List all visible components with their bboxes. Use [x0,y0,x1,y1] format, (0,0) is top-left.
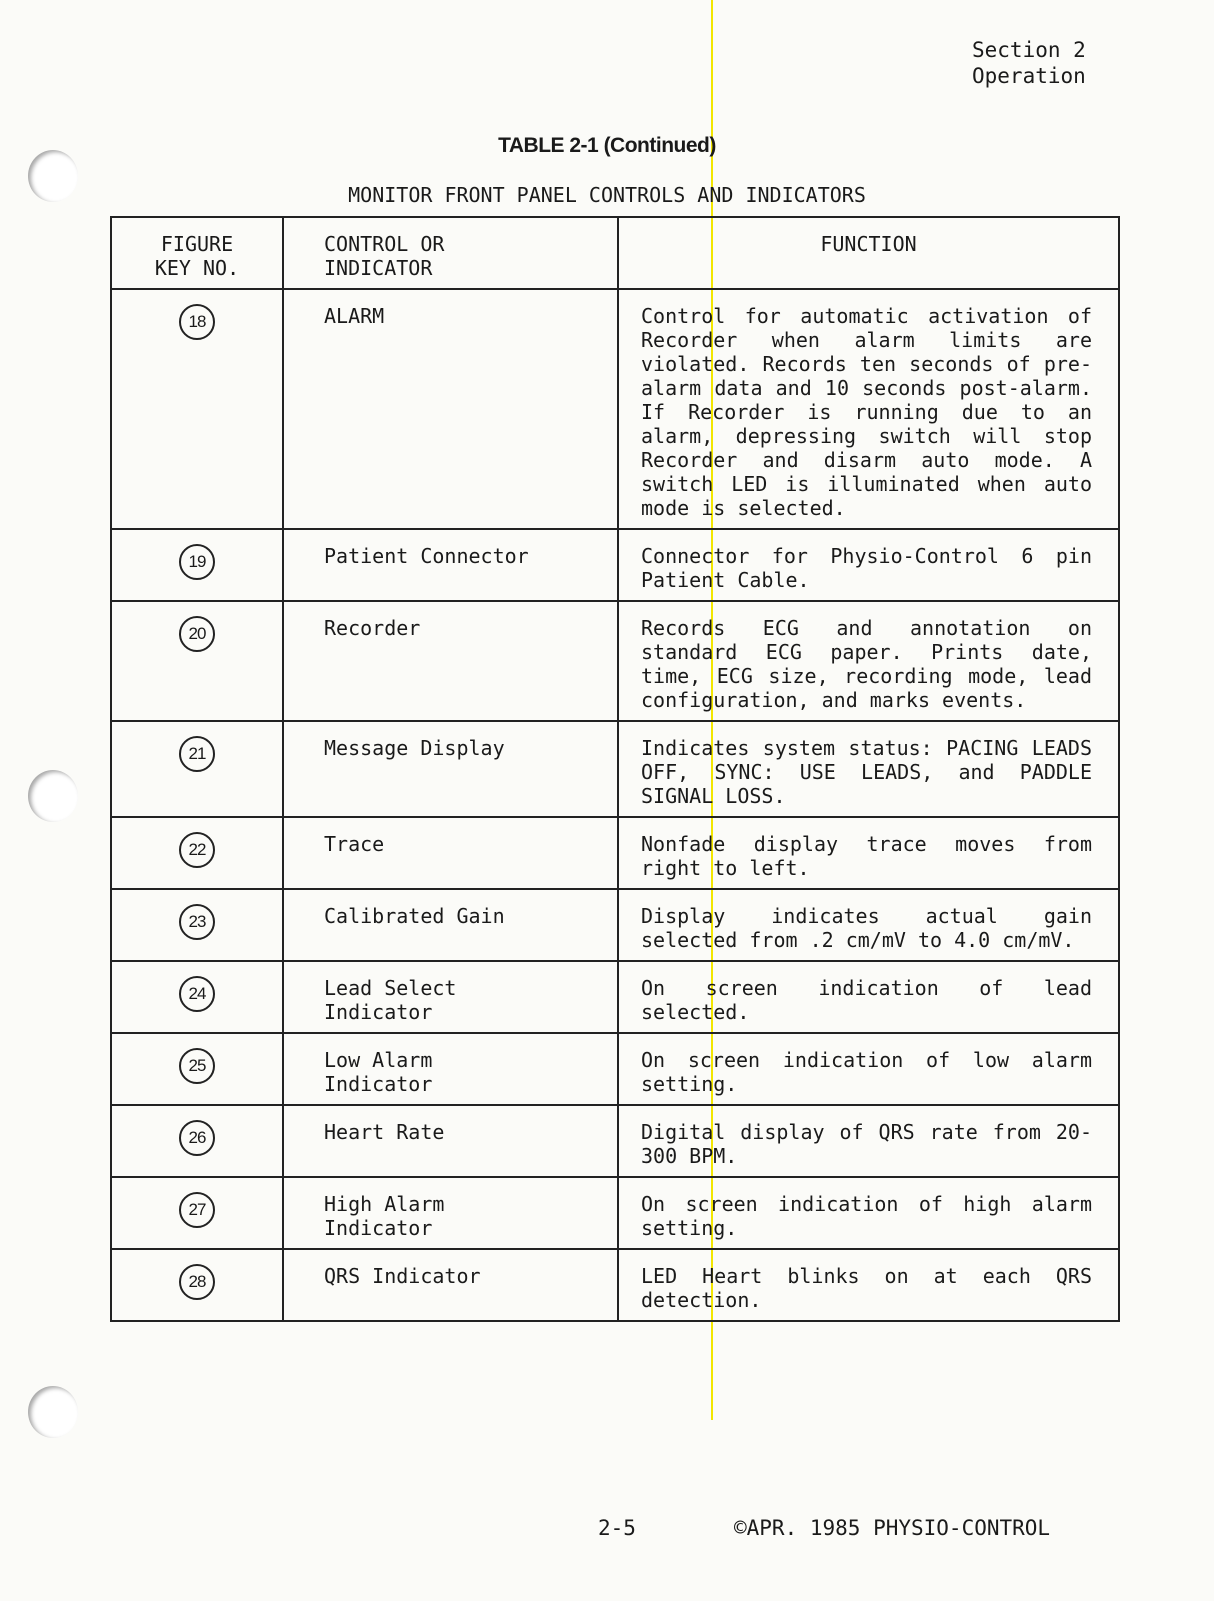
control-name: Heart Rate [283,1105,618,1177]
table-row [111,1105,1119,1177]
control-name: Patient Connector [283,529,618,601]
copyright: ©APR. 1985 PHYSIO-CONTROL [734,1516,1051,1540]
control-name: QRS Indicator [283,1249,618,1321]
controls-table [110,216,1120,1322]
function-description: Records ECG and annotation on standard ECG paper. Prints date, time, ECG size, recording mode, lead configuration, and marks events. [618,601,1119,721]
page-number: 2-5 [598,1516,636,1540]
figure-key-number: 22 [179,832,215,868]
section-header: Section 2 Operation [972,38,1086,88]
table-row [111,817,1119,889]
function-description: Control for automatic activation of Recorder when alarm limits are violated. Records ten seconds of pre-alarm data and 10 seconds post-alarm. If Recorder is running due to an alarm, depressing switch will stop Recorder and disarm auto mode. A switch LED is illuminated when auto mode is selected. [618,289,1119,529]
function-description: On screen indication of lead selected. [618,961,1119,1033]
table-row [111,1033,1119,1105]
figure-key-cell [111,289,283,529]
control-name: Recorder [283,601,618,721]
figure-key-cell [111,1249,283,1321]
column-header-key: FIGURE KEY NO. [111,217,283,289]
figure-key-number: 27 [179,1192,215,1228]
function-description: Digital display of QRS rate from 20-300 BPM. [618,1105,1119,1177]
figure-key-cell [111,1033,283,1105]
table-header-row [111,217,1119,289]
figure-key-cell [111,889,283,961]
control-name: ALARM [283,289,618,529]
function-description: Indicates system status: PACING LEADS OFF, SYNC: USE LEADS, and PADDLE SIGNAL LOSS. [618,721,1119,817]
table-subtitle: MONITOR FRONT PANEL CONTROLS AND INDICATORS [348,183,866,207]
figure-key-cell [111,961,283,1033]
figure-key-cell [111,817,283,889]
function-description: On screen indication of low alarm setting. [618,1033,1119,1105]
figure-key-number: 20 [179,616,215,652]
function-description: Nonfade display trace moves from right to left. [618,817,1119,889]
table-row [111,721,1119,817]
figure-key-number: 24 [179,976,215,1012]
table-row [111,289,1119,529]
figure-key-cell [111,529,283,601]
table-row [111,1249,1119,1321]
figure-key-number: 23 [179,904,215,940]
table-row [111,601,1119,721]
control-name: Low Alarm Indicator [283,1033,618,1105]
control-name: Trace [283,817,618,889]
control-name: High Alarm Indicator [283,1177,618,1249]
figure-key-number: 25 [179,1048,215,1084]
table-row [111,961,1119,1033]
figure-key-cell [111,601,283,721]
function-description: On screen indication of high alarm setting. [618,1177,1119,1249]
function-description: Display indicates actual gain selected from .2 cm/mV to 4.0 cm/mV. [618,889,1119,961]
figure-key-cell [111,721,283,817]
column-header-control: CONTROL OR INDICATOR [283,217,618,289]
figure-key-number: 18 [179,304,215,340]
punch-hole [28,770,78,822]
function-description: LED Heart blinks on at each QRS detection. [618,1249,1119,1321]
figure-key-number: 26 [179,1120,215,1156]
punch-hole [28,1386,78,1438]
table-row [111,889,1119,961]
table-title: TABLE 2-1 (Continued) [498,134,716,157]
figure-key-number: 28 [179,1264,215,1300]
control-name: Calibrated Gain [283,889,618,961]
figure-key-cell [111,1105,283,1177]
figure-key-number: 19 [179,544,215,580]
table-row [111,1177,1119,1249]
figure-key-number: 21 [179,736,215,772]
control-name: Message Display [283,721,618,817]
table-row [111,529,1119,601]
column-header-function: FUNCTION [618,217,1119,289]
figure-key-cell [111,1177,283,1249]
function-description: Connector for Physio-Control 6 pin Patient Cable. [618,529,1119,601]
control-name: Lead Select Indicator [283,961,618,1033]
